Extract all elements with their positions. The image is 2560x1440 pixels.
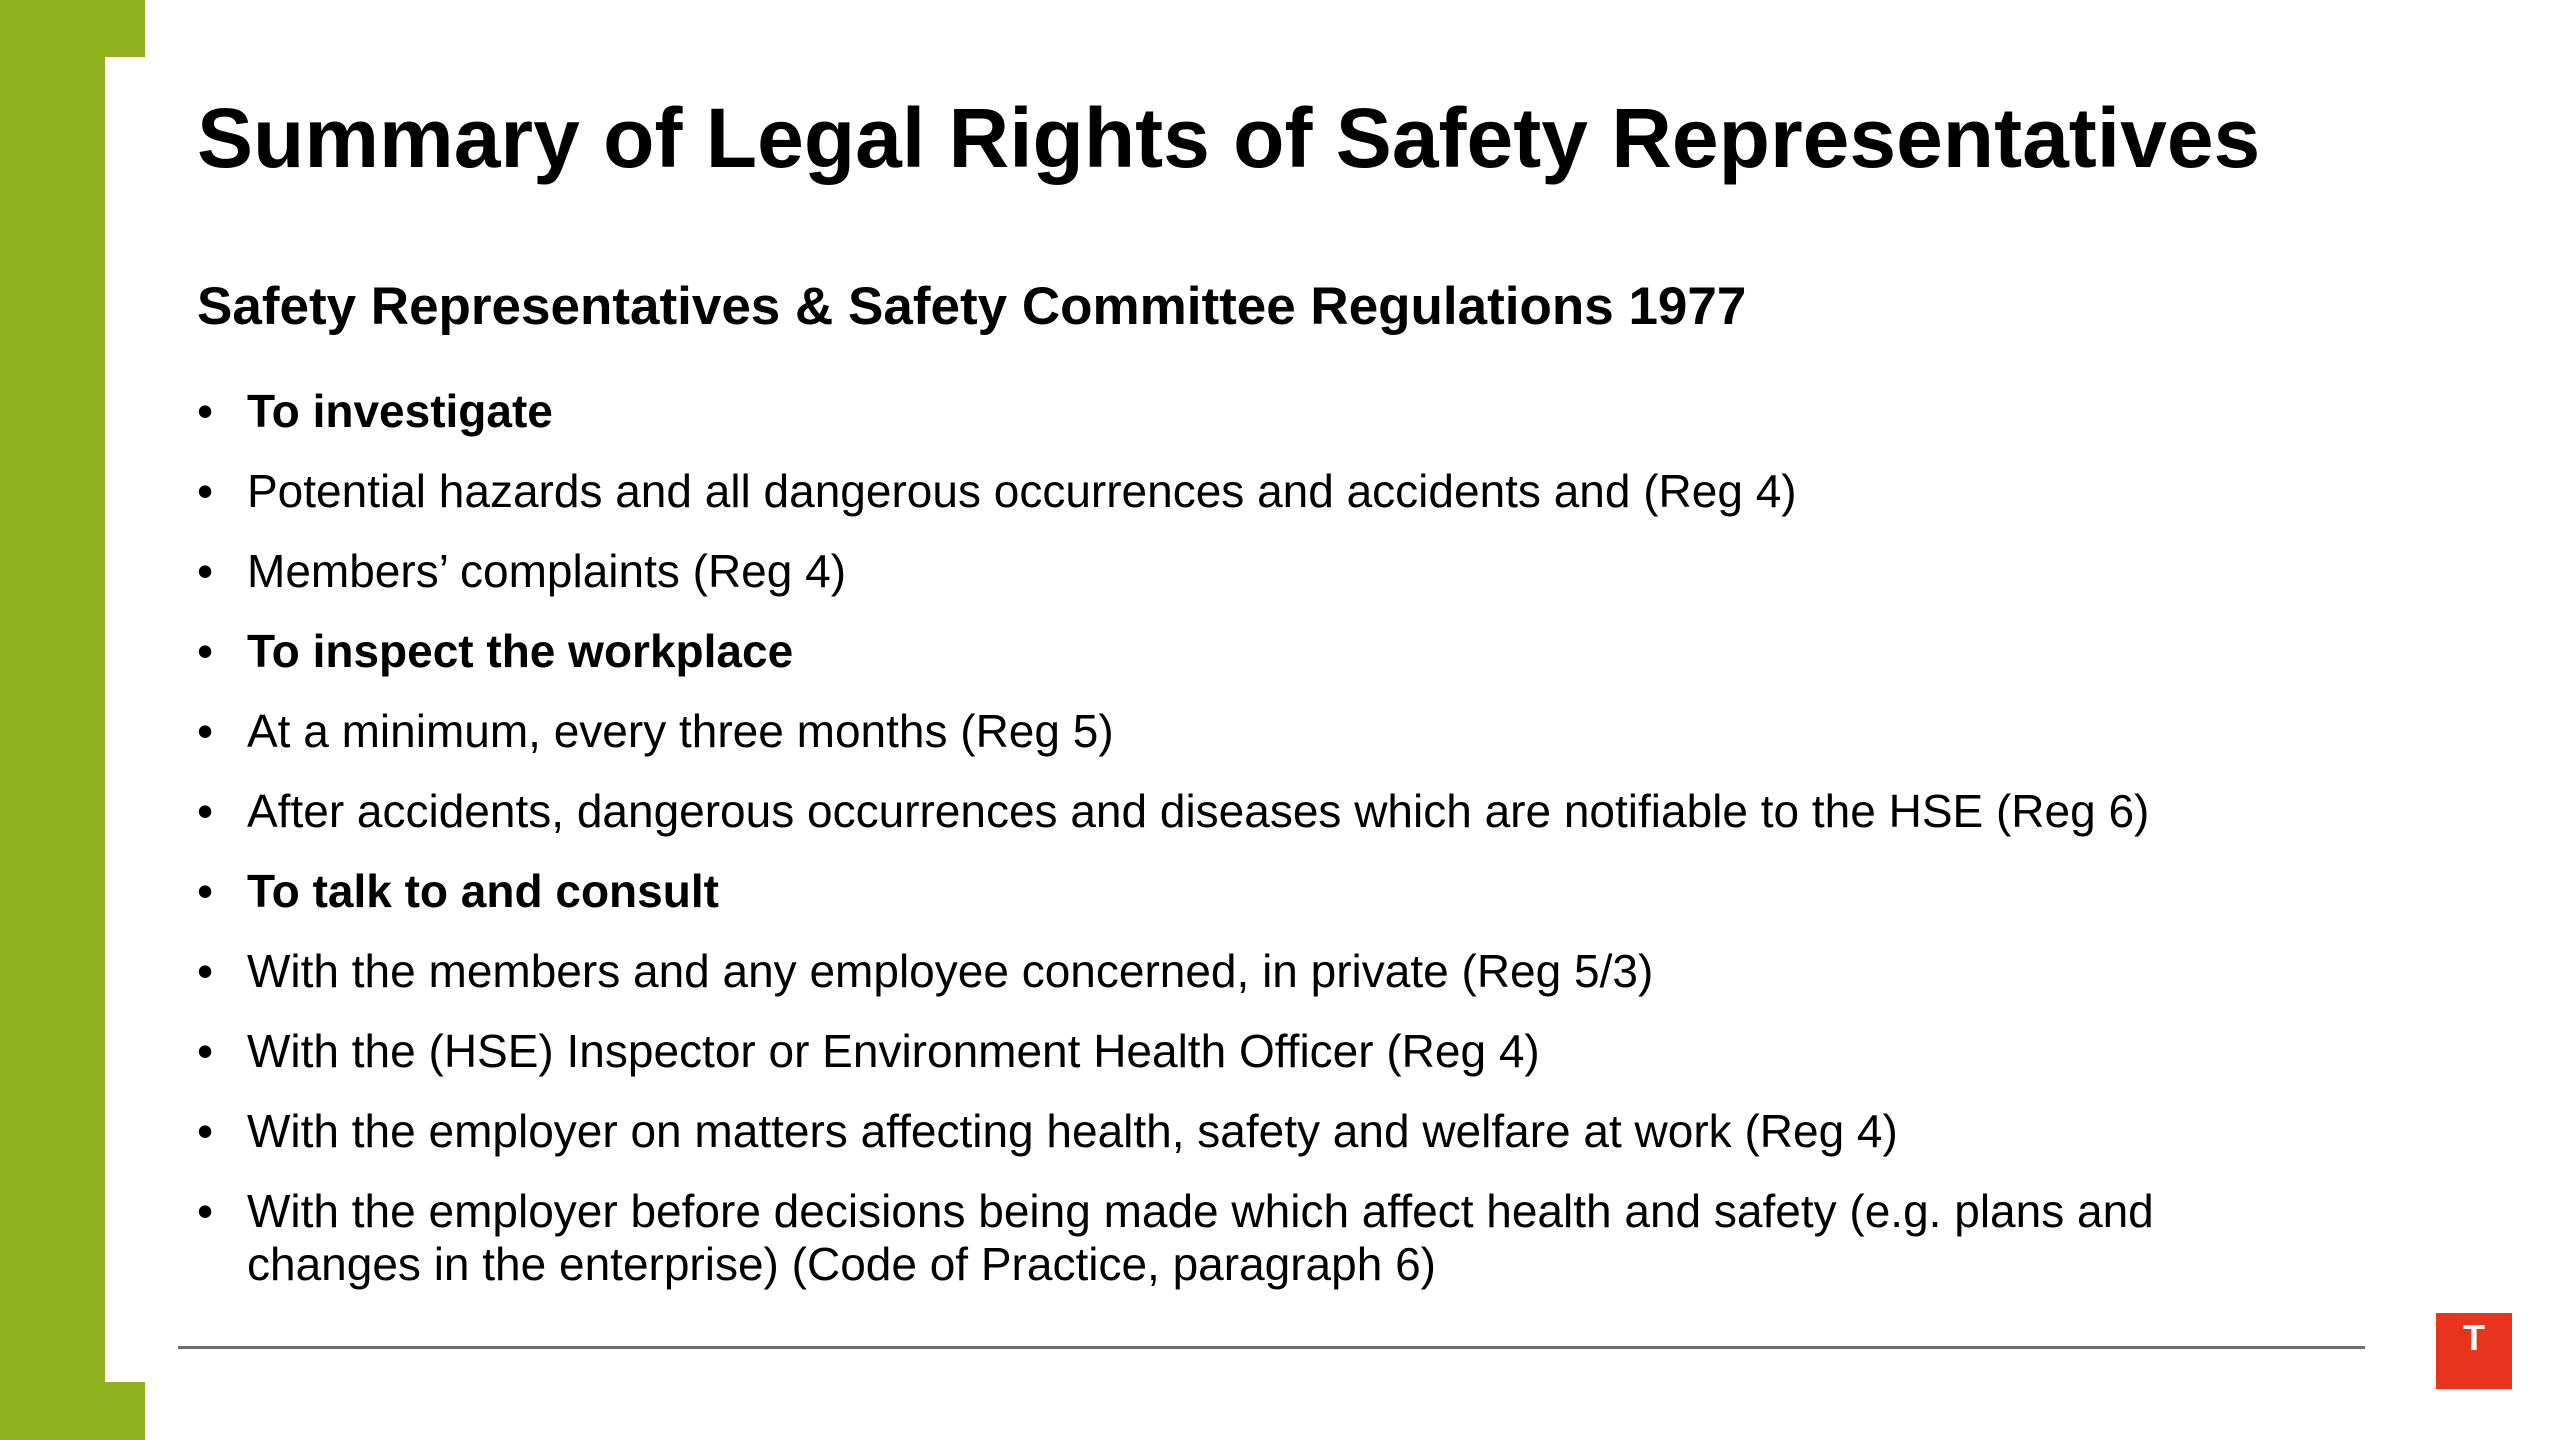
footer-divider bbox=[178, 1346, 2365, 1349]
bullet-item bbox=[197, 1185, 2297, 1291]
bullet-text: With the employer before decisions being made which affect health and safety (e.g. plans and changes in the enterprise) (Code of Practice, paragraph 6) bbox=[247, 1185, 2154, 1290]
bullet-text: With the employer on matters affecting health, safety and welfare at work (Reg 4) bbox=[247, 1105, 1898, 1157]
bullet-dot: • bbox=[197, 1105, 214, 1157]
bullet-list bbox=[197, 385, 2297, 1318]
bullet-dot: • bbox=[197, 705, 214, 757]
bullet-item bbox=[197, 465, 2297, 518]
accent-bar-notch bbox=[105, 57, 145, 1382]
bullet-text: Members’ complaints (Reg 4) bbox=[247, 545, 847, 597]
bullet-dot: • bbox=[197, 785, 214, 837]
bullet-dot: • bbox=[197, 945, 214, 997]
bullet-text: Potential hazards and all dangerous occurrences and accidents and (Reg 4) bbox=[247, 465, 1797, 517]
bullet-dot: • bbox=[197, 465, 214, 517]
slide-title: Summary of Legal Rights of Safety Representatives bbox=[197, 91, 2261, 185]
bullet-item bbox=[197, 545, 2297, 598]
bullet-dot: • bbox=[197, 1025, 214, 1077]
bullet-item bbox=[197, 1025, 2297, 1078]
bullet-text: At a minimum, every three months (Reg 5) bbox=[247, 705, 1114, 757]
brand-logo-icon: T bbox=[2436, 1313, 2512, 1389]
bullet-text: With the members and any employee concerned, in private (Reg 5/3) bbox=[247, 945, 1654, 997]
bullet-text: To investigate bbox=[247, 385, 553, 437]
bullet-item bbox=[197, 705, 2297, 758]
bullet-item bbox=[197, 785, 2297, 838]
bullet-dot: • bbox=[197, 1185, 214, 1237]
slide-subtitle: Safety Representatives & Safety Committee Regulations 1977 bbox=[197, 277, 1747, 336]
bullet-dot: • bbox=[197, 625, 214, 677]
bullet-dot: • bbox=[197, 545, 214, 597]
bullet-text: To talk to and consult bbox=[247, 865, 719, 917]
bullet-item bbox=[197, 865, 2297, 918]
bullet-text: With the (HSE) Inspector or Environment Health Officer (Reg 4) bbox=[247, 1025, 1540, 1077]
bullet-text: After accidents, dangerous occurrences and diseases which are notifiable to the HSE (Reg 6) bbox=[247, 785, 2150, 837]
bullet-item bbox=[197, 625, 2297, 678]
bullet-item bbox=[197, 945, 2297, 998]
bullet-dot: • bbox=[197, 865, 214, 917]
bullet-text: To inspect the workplace bbox=[247, 625, 794, 677]
bullet-item bbox=[197, 385, 2297, 438]
bullet-item bbox=[197, 1105, 2297, 1158]
bullet-dot: • bbox=[197, 385, 214, 437]
